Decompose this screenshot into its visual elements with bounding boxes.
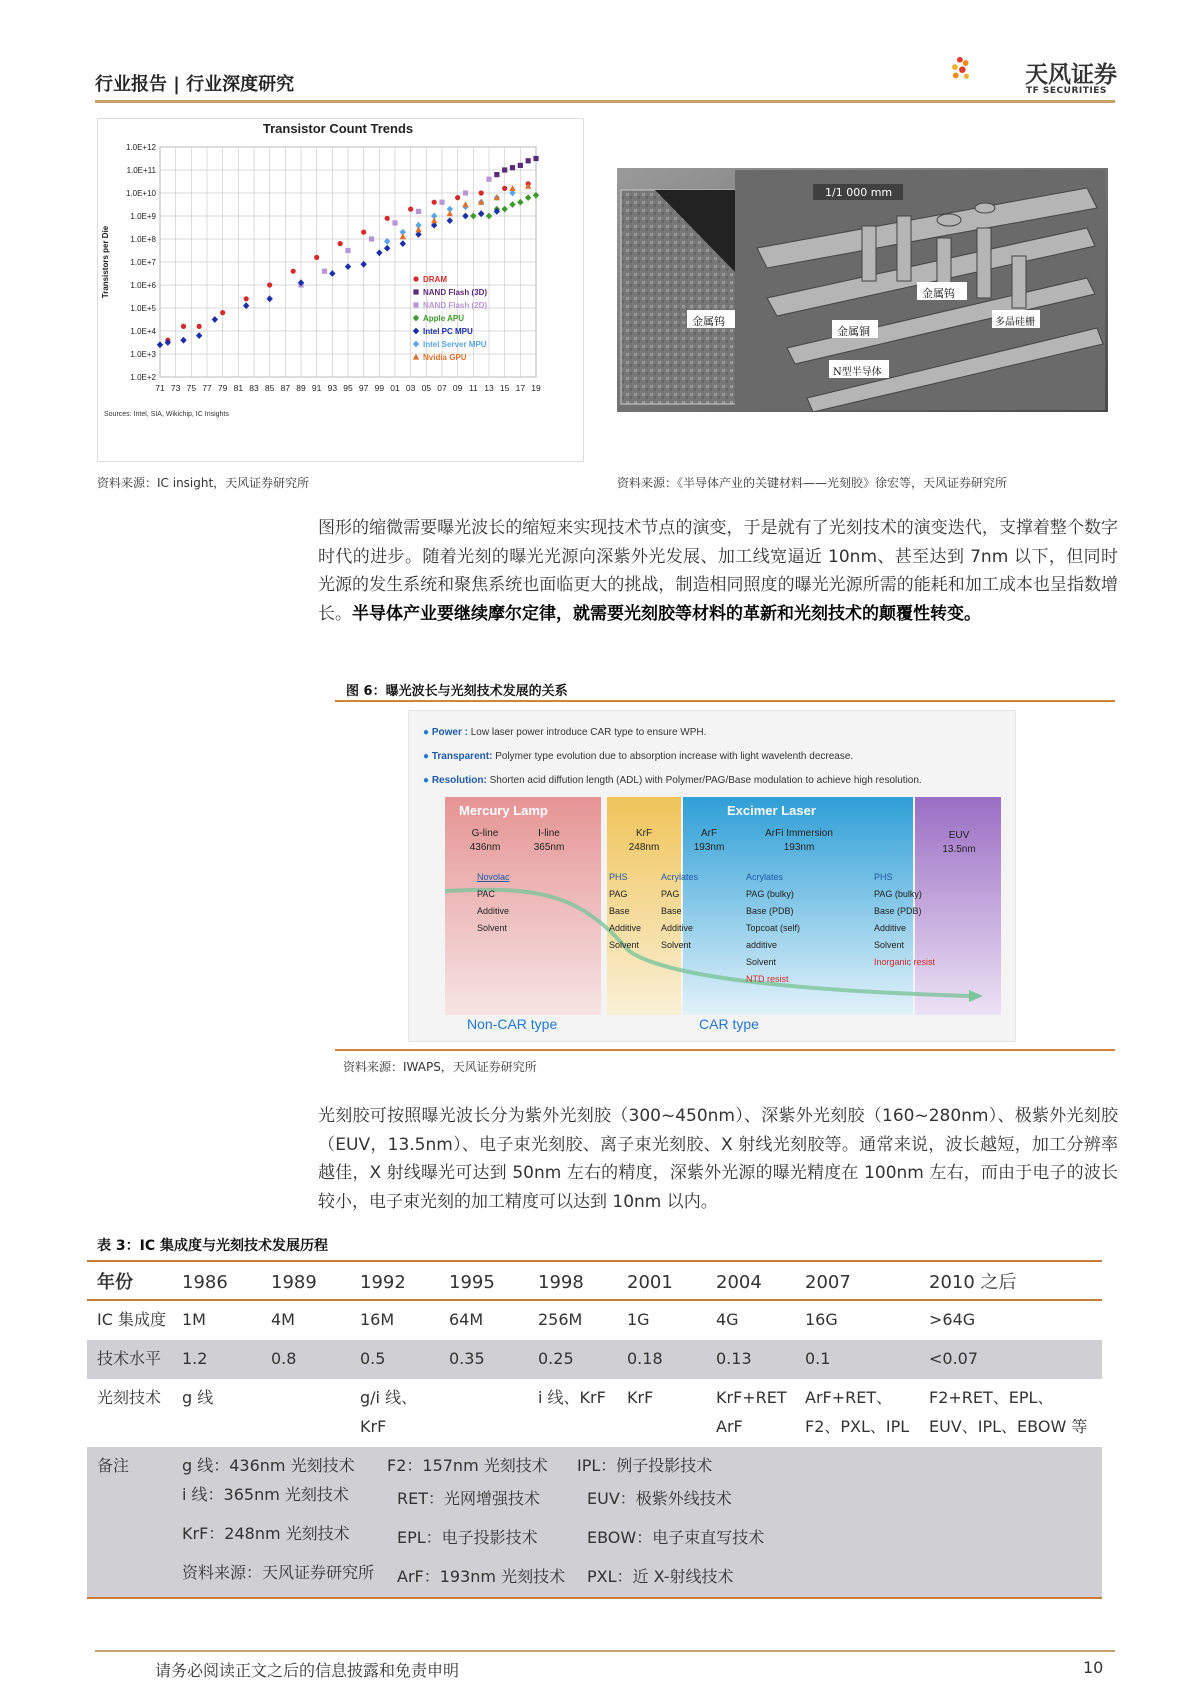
data-point (181, 324, 186, 329)
figure-left-source: 资料来源：IC insight，天风证券研究所 (97, 476, 310, 490)
x-tick-label: 09 (452, 383, 463, 393)
bullet-power: ● Power : Low laser power introduce CAR type to ensure WPH. (423, 727, 707, 738)
cell: 光刻技术 (97, 1388, 162, 1407)
label-mercury-lamp: Mercury Lamp (459, 803, 548, 818)
arfi-mat-solvent: Solvent (746, 957, 777, 967)
cell: 0.35 (449, 1349, 485, 1368)
label-n-semiconductor: N型半导体 (833, 367, 882, 378)
cell: 16M (360, 1310, 395, 1329)
data-point (479, 190, 484, 195)
ic-lithography-table (87, 1260, 1102, 1599)
transistor-chart-frame (97, 118, 584, 462)
bullet-transparent-text: Polymer type evolution due to absorption increase with light wavelenth decrease. (495, 751, 854, 762)
arfi-mat-base: Base (PDB) (746, 906, 794, 916)
bullet-resolution-key: Resolution: (431, 775, 487, 786)
legend-label: Nvidia GPU (423, 353, 467, 362)
y-tick-label: 1.0E+4 (130, 327, 156, 336)
cell: >64G (929, 1310, 976, 1329)
page-number: 10 (1083, 1658, 1104, 1677)
x-tick-label: 83 (249, 383, 259, 393)
table-row (87, 1300, 1102, 1340)
data-point (220, 310, 225, 315)
legend-marker (413, 289, 418, 294)
scale-label: 1/1 000 mm (825, 186, 893, 199)
header-1989: 1989 (271, 1272, 317, 1293)
y-tick-label: 1.0E+5 (130, 304, 156, 313)
iline-block (519, 827, 579, 855)
legend-marker (413, 276, 418, 281)
figure6-bottom-rule (335, 1049, 1115, 1051)
note: PXL：近 X-射线技术 (587, 1567, 734, 1586)
x-tick-label: 75 (186, 383, 197, 393)
note: KrF：248nm 光刻技术 (182, 1524, 350, 1543)
bullet-resolution: ● Resolution: Shorten acid diffution length (ADL) with Polymer/PAG/Base modulation to achieve high resolution. (423, 775, 922, 786)
euv-mat-additive: Additive (874, 923, 907, 933)
y-tick-label: 1.0E+8 (130, 235, 156, 244)
figure6-caption: 图 6：曝光波长与光刻技术发展的关系 (346, 684, 568, 699)
x-tick-label: 85 (264, 383, 275, 393)
x-tick-label: 99 (374, 383, 385, 393)
legend-label: Intel PC MPU (423, 327, 473, 336)
x-tick-label: 13 (484, 383, 494, 393)
cell: 1M (182, 1310, 206, 1329)
cell: 0.18 (627, 1349, 663, 1368)
cell: <0.07 (929, 1349, 979, 1368)
legend-label: DRAM (423, 275, 447, 284)
cell: 0.5 (360, 1349, 386, 1368)
notes-row (172, 1558, 770, 1597)
y-tick-label: 1.0E+11 (126, 166, 156, 175)
cell: i 线、KrF (538, 1388, 606, 1407)
header-2004: 2004 (716, 1272, 762, 1293)
krf-mat-base: Base (609, 906, 630, 916)
notes-row (172, 1447, 770, 1480)
bullet-power-text: Low laser power introduce CAR type to ensure WPH. (470, 727, 707, 738)
note: EUV：极紫外线技术 (587, 1489, 732, 1508)
euv-mat-base: Base (PDB) (874, 906, 922, 916)
figure6-bullets (423, 721, 1013, 793)
data-point (267, 282, 272, 287)
paragraph-1-text: 图形的缩微需要曝光波长的缩短来实现技术节点的演变，于是就有了光刻技术的演变迭代，支撑着整个数字时代的进步。随着光刻的曝光光源向深紫外光发展、加工线宽逼近 10nm、甚至达到 7nm 以下，但同时光源的发生系统和聚焦系统也面临更大的挑战，制造相同照度的曝光光源所需的能耗和加工成本也呈指数增长。 (318, 518, 1118, 624)
x-tick-label: 77 (202, 383, 212, 393)
cell: 4G (716, 1310, 739, 1329)
x-tick-label: 01 (390, 383, 400, 393)
krf-materials (609, 869, 641, 954)
cell: 技术水平 (97, 1349, 162, 1368)
bullet-resolution-text: Shorten acid diffution length (ADL) with Polymer/PAG/Base modulation to achieve high resolution. (489, 775, 922, 786)
cell: 0.25 (538, 1349, 574, 1368)
krf-label: KrF (635, 828, 653, 839)
legend-label: NAND Flash (2D) (423, 301, 488, 310)
arf-mat-base: Base (661, 906, 682, 916)
arfi-label: ArFi Immersion (765, 828, 833, 839)
cell: ArF+RET、F2、PXL、IPL (805, 1388, 910, 1436)
arfi-block (739, 827, 859, 855)
data-point (392, 220, 397, 225)
x-tick-label: 89 (296, 383, 306, 393)
cell: 16G (805, 1310, 838, 1329)
cell: 4M (271, 1310, 295, 1329)
mat-additive: Additive (477, 906, 510, 916)
bullet-power-key: Power : (431, 727, 468, 738)
data-point (244, 296, 249, 301)
note: ArF：193nm 光刻技术 (397, 1567, 566, 1586)
cell: g/i 线、KrF (360, 1388, 418, 1436)
label-non-car: Non-CAR type (467, 1016, 558, 1032)
footer-disclaimer: 请务必阅读正文之后的信息披露和免责申明 (155, 1661, 460, 1680)
mercury-materials (477, 869, 510, 937)
header-1986: 1986 (182, 1272, 228, 1293)
x-tick-label: 11 (468, 383, 478, 393)
transistor-count-chart (98, 119, 583, 461)
data-point (416, 209, 421, 214)
label-polysilicon-gate: 多晶硅栅 (995, 317, 1035, 328)
arf-mat-acrylates: Acrylates (661, 872, 699, 882)
legend-marker (413, 302, 418, 307)
cell: 1.2 (182, 1349, 208, 1368)
figure-right-source: 资料来源：《半导体产业的关键材料——光刻胶》徐宏等，天风证券研究所 (617, 476, 1008, 490)
cell: 0.8 (271, 1349, 297, 1368)
arf-mat-solvent: Solvent (661, 940, 692, 950)
figure6-top-rule (335, 700, 1115, 702)
mat-novolac: Novolac (477, 872, 510, 882)
legend-label: Apple APU (423, 314, 465, 323)
note: i 线：365nm 光刻技术 (182, 1485, 349, 1504)
x-tick-label: 05 (421, 383, 432, 393)
arfi-mat-additive: additive (746, 940, 778, 950)
bullet-transparent: ● Transparent: Polymer type evolution due to absorption increase with light wavelenth decrease. (423, 751, 854, 762)
paragraph-1-bold: 半导体产业要继续摩尔定律，就需要光刻胶等材料的革新和光刻技术的颠覆性转变。 (352, 603, 981, 624)
y-tick-label: 1.0E+9 (130, 212, 156, 221)
arfi-mat-pag: PAG (bulky) (746, 889, 794, 899)
data-point (361, 230, 366, 235)
figure6-diagram (408, 710, 1016, 1042)
euv-mat-inorganic: Inorganic resist (874, 957, 936, 967)
arf-block (679, 827, 739, 855)
iline-label: I-line (538, 828, 560, 839)
note: 资料来源：天风证券研究所 (182, 1563, 375, 1582)
data-point (385, 216, 390, 221)
krf-mat-additive: Additive (609, 923, 642, 933)
cell: KrF (627, 1388, 654, 1407)
legend-label: NAND Flash (3D) (423, 288, 488, 297)
gline-label: G-line (471, 828, 499, 839)
header-2001: 2001 (627, 1272, 673, 1293)
label-tungsten-2: 金属钨 (692, 315, 725, 328)
note: g 线：436nm 光刻技术 (182, 1456, 355, 1475)
table-header-row (87, 1261, 1102, 1300)
note: F2：157nm 光刻技术 (387, 1456, 548, 1475)
notes-label: 备注 (97, 1456, 130, 1475)
header-1998: 1998 (538, 1272, 584, 1293)
footer-divider (95, 1650, 1115, 1652)
figure6-source: 资料来源：IWAPS，天风证券研究所 (343, 1060, 537, 1074)
mat-pac: PAC (477, 889, 495, 899)
data-point (502, 167, 507, 172)
paragraph-2: 光刻胶可按照曝光波长分为紫外光刻胶（300~450nm）、深紫外光刻胶（160~280nm）、极紫外光刻胶（EUV，13.5nm）、电子束光刻胶、离子束光刻胶、X 射线光刻胶等。通常来说，波长越短，加工分辨率越佳，X 射线曝光可达到 50nm 左右的精度，深紫外光源的曝光精度在 100nm 左右，而由于电子的波长较小，电子束光刻的加工精度可以达到 10nm 以内。 (318, 1106, 1118, 1212)
logo-text-en: TF SECURITIES (1026, 86, 1107, 96)
data-point (369, 236, 374, 241)
note: IPL：例子投影技术 (577, 1456, 713, 1475)
table-notes-row (87, 1447, 1102, 1598)
cell: KrF+RET ArF (716, 1388, 787, 1436)
krf-nm: 248nm (628, 842, 660, 853)
header-title: 行业报告 | 行业深度研究 (95, 74, 295, 95)
x-tick-label: 79 (217, 383, 228, 393)
y-tick-label: 1.0E+6 (130, 281, 156, 290)
data-point (408, 207, 413, 212)
y-tick-label: 1.0E+3 (130, 350, 156, 359)
table-row (87, 1379, 1102, 1447)
krf-mat-pag: PAG (609, 889, 628, 899)
data-point (432, 200, 437, 205)
data-point (197, 324, 202, 329)
arf-mat-pag: PAG (661, 889, 680, 899)
label-car: CAR type (699, 1016, 759, 1032)
y-axis-label: Transistors per Die (101, 225, 110, 299)
data-point (455, 195, 460, 200)
data-point (345, 248, 350, 253)
x-tick-label: 03 (405, 383, 416, 393)
header-year: 年份 (97, 1272, 133, 1293)
krf-block (609, 827, 679, 855)
label-copper: 金属铜 (837, 325, 870, 338)
iline-nm: 365nm (533, 842, 565, 853)
euv-label: EUV (948, 830, 970, 841)
euv-block (921, 829, 997, 857)
data-point (526, 158, 531, 163)
arfi-mat-ntd: NTD resist (746, 974, 789, 984)
gline-block (455, 827, 515, 855)
header-1992: 1992 (360, 1272, 406, 1293)
arfi-mat-topcoat: Topcoat (self) (746, 923, 801, 933)
y-tick-label: 1.0E+10 (125, 189, 156, 198)
x-tick-label: 91 (311, 383, 322, 393)
euv-mat-phs: PHS (874, 872, 893, 882)
euv-materials (874, 869, 935, 971)
note: RET：光网增强技术 (397, 1489, 541, 1508)
cell: 256M (538, 1310, 583, 1329)
data-point (439, 200, 444, 205)
header-divider (95, 100, 1115, 103)
x-tick-label: 19 (531, 383, 541, 393)
data-point (533, 156, 538, 161)
chart-title: Transistor Count Trends (262, 121, 414, 136)
data-point (314, 255, 319, 260)
cell: 0.1 (805, 1349, 831, 1368)
note: EPL：电子投影技术 (397, 1528, 538, 1547)
paragraph-1 (318, 514, 1118, 628)
notes-row (172, 1480, 770, 1519)
tf-logo-icon (950, 36, 1020, 100)
note: EBOW：电子束直写技术 (587, 1528, 765, 1547)
header-2007: 2007 (805, 1272, 851, 1293)
arfi-mat-acrylates: Acrylates (746, 872, 784, 882)
header-1995: 1995 (449, 1272, 495, 1293)
chart-sources: Sources: Intel, SIA, Wikichip, IC Insights (104, 411, 229, 418)
data-point (463, 190, 468, 195)
x-tick-label: 95 (343, 383, 353, 393)
arfi-nm: 193nm (783, 842, 815, 853)
label-excimer-laser: Excimer Laser (727, 803, 816, 818)
x-tick-label: 93 (327, 383, 338, 393)
cell: IC 集成度 (97, 1310, 166, 1329)
krf-mat-solvent: Solvent (609, 940, 640, 950)
arf-nm: 193nm (693, 842, 725, 853)
euv-mat-pag: PAG (bulky) (874, 889, 922, 899)
sem-micrograph (617, 168, 1108, 412)
arf-mat-additive: Additive (661, 923, 694, 933)
x-tick-label: 73 (170, 383, 181, 393)
cell: 1G (627, 1310, 650, 1329)
y-tick-label: 1.0E+12 (125, 143, 156, 152)
table-row (87, 1340, 1102, 1379)
legend-label: Intel Server MPU (423, 340, 487, 349)
cell (439, 1379, 528, 1447)
logo-text-cn: 天风证券 (1025, 62, 1117, 88)
data-point (510, 165, 515, 170)
notes-row (172, 1519, 770, 1558)
cell: 64M (449, 1310, 484, 1329)
data-point (322, 269, 327, 274)
x-tick-label: 71 (155, 383, 165, 393)
data-point (291, 269, 296, 274)
x-tick-label: 17 (515, 383, 526, 393)
cell: g 线 (182, 1388, 214, 1407)
data-point (494, 172, 499, 177)
data-point (518, 163, 523, 168)
x-tick-label: 97 (358, 383, 369, 393)
label-tungsten-1: 金属钨 (922, 287, 955, 300)
euv-nm: 13.5nm (942, 844, 976, 855)
data-point (338, 241, 343, 246)
krf-mat-phs: PHS (609, 872, 628, 882)
table3-caption: 表 3：IC 集成度与光刻技术发展历程 (97, 1238, 328, 1254)
x-tick-label: 07 (437, 383, 447, 393)
header-2010: 2010 之后 (929, 1272, 1017, 1293)
euv-mat-solvent: Solvent (874, 940, 905, 950)
y-tick-label: 1.0E+2 (130, 373, 156, 382)
data-point (486, 177, 491, 182)
data-point (502, 186, 507, 191)
cell: F2+RET、EPL、EUV、IPL、EBOW 等 (929, 1388, 1088, 1436)
x-tick-label: 15 (499, 383, 510, 393)
cell (261, 1379, 350, 1447)
x-tick-label: 87 (280, 383, 291, 393)
notes-grid (172, 1447, 770, 1597)
arfi-materials (746, 869, 800, 988)
y-tick-label: 1.0E+7 (130, 258, 156, 267)
x-tick-label: 81 (233, 383, 244, 393)
arf-label: ArF (700, 828, 718, 839)
bullet-transparent-key: Transparent: (431, 751, 493, 762)
arf-materials (661, 869, 698, 954)
notes-cell (172, 1447, 1102, 1598)
cell: 0.13 (716, 1349, 752, 1368)
mat-solvent: Solvent (477, 923, 508, 933)
gline-nm: 436nm (469, 842, 501, 853)
